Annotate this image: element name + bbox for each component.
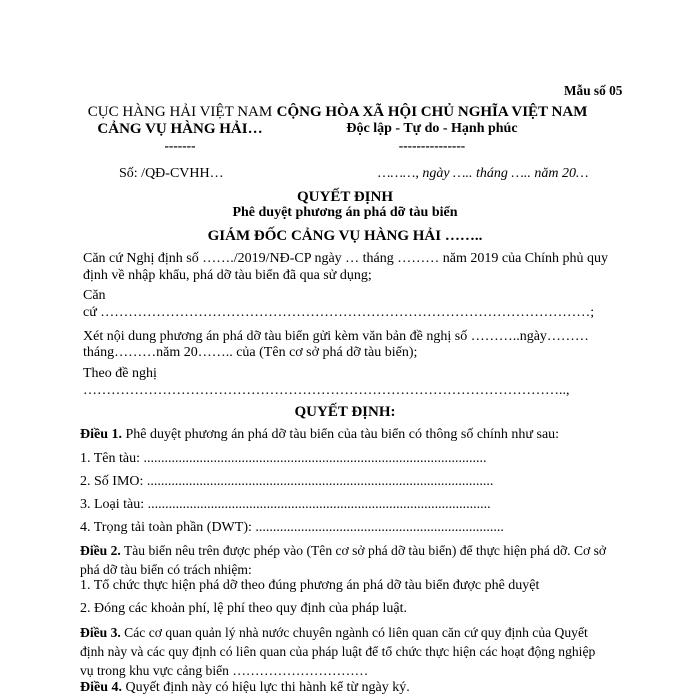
article-2-text: Tàu biển nêu trên được phép vào (Tên cơ sở phá dỡ tàu biển) để thực hiện phá dỡ. Cơ sở phá dỡ tàu biển có trách nhiệm: xyxy=(80,543,607,577)
basis-decree-line1: Căn cứ Nghị định số ……./2019/NĐ-CP ngày … tháng ……… năm 2019 của Chính phủ quy xyxy=(83,251,609,266)
review-line1: Xét nội dung phương án phá dỡ tàu biển gửi kèm văn bản đề nghị số ………..ngày……… xyxy=(83,329,589,344)
republic-name: CỘNG HÒA XÃ HỘI CHỦ NGHĨA VIỆT NAM xyxy=(276,104,588,120)
right-header-rule: --------------- xyxy=(398,138,466,153)
decision-number: Số: /QĐ-CVHH… xyxy=(119,166,224,181)
review-line2: tháng………năm 20…….. của (Tên cơ sở phá dỡ tàu biển); xyxy=(83,345,418,360)
article-2-item-1: 1. Tổ chức thực hiện phá dỡ theo đúng phương án phá dỡ tàu biển được phê duyệt xyxy=(80,578,540,593)
article-4 xyxy=(80,680,410,696)
basis-cu-line: cứ ……………………………………………………………………………………………; xyxy=(83,305,595,320)
article-1 xyxy=(80,427,559,443)
decision-heading: QUYẾT ĐỊNH: xyxy=(294,404,396,420)
decision-date: ………, ngày ….. tháng ….. năm 20… xyxy=(378,166,589,181)
article-2-item-2: 2. Đóng các khoản phí, lệ phí theo quy định của pháp luật. xyxy=(80,601,407,616)
article-2 xyxy=(80,541,610,579)
agency-name: CỤC HÀNG HẢI VIỆT NAM xyxy=(87,104,273,120)
basis-can: Căn xyxy=(83,288,106,303)
proposal-line1: Theo đề nghị xyxy=(83,366,157,381)
article-2-label: Điều 2. xyxy=(80,543,121,558)
port-authority-name: CẢNG VỤ HÀNG HẢI… xyxy=(97,121,263,137)
basis-decree-line2: định về nhập khẩu, phá dỡ tàu biển đã qua sử dụng; xyxy=(83,268,372,283)
document-title: QUYẾT ĐỊNH xyxy=(297,189,393,205)
imo-number-field: 2. Số IMO: ................................................................................................... xyxy=(80,474,494,489)
proposal-line2: ………………………………………………………………………………………….., xyxy=(83,383,570,398)
article-3 xyxy=(80,623,610,680)
article-3-text: Các cơ quan quản lý nhà nước chuyên ngành có liên quan căn cứ quy định của Quyết định này và các quy định có liên quan của pháp luật để tổ chức thực hiện các hoạt động nghiệp vụ trong khu vực cảng biển ………………………… xyxy=(80,625,596,678)
national-motto: Độc lập - Tự do - Hạnh phúc xyxy=(346,121,518,136)
ship-type-field: 3. Loại tàu: .................................................................................................. xyxy=(80,497,491,512)
article-1-text: Phê duyệt phương án phá dỡ tàu biển của tàu biển có thông số chính như sau: xyxy=(122,427,560,442)
article-4-label: Điều 4. xyxy=(80,680,122,695)
form-number: Mẫu số 05 xyxy=(564,83,623,98)
issuing-authority: GIÁM ĐỐC CẢNG VỤ HÀNG HẢI …….. xyxy=(207,228,483,244)
left-header-rule: ------- xyxy=(164,138,196,153)
article-1-label: Điều 1. xyxy=(80,427,122,442)
dwt-field: 4. Trọng tải toàn phần (DWT): ....................................................................... xyxy=(80,520,504,535)
document-subtitle: Phê duyệt phương án phá dỡ tàu biển xyxy=(232,205,458,220)
ship-name-field: 1. Tên tàu: .................................................................................................. xyxy=(80,451,487,466)
article-4-text: Quyết định này có hiệu lực thi hành kể từ ngày ký. xyxy=(122,680,410,695)
article-3-label: Điều 3. xyxy=(80,625,121,640)
